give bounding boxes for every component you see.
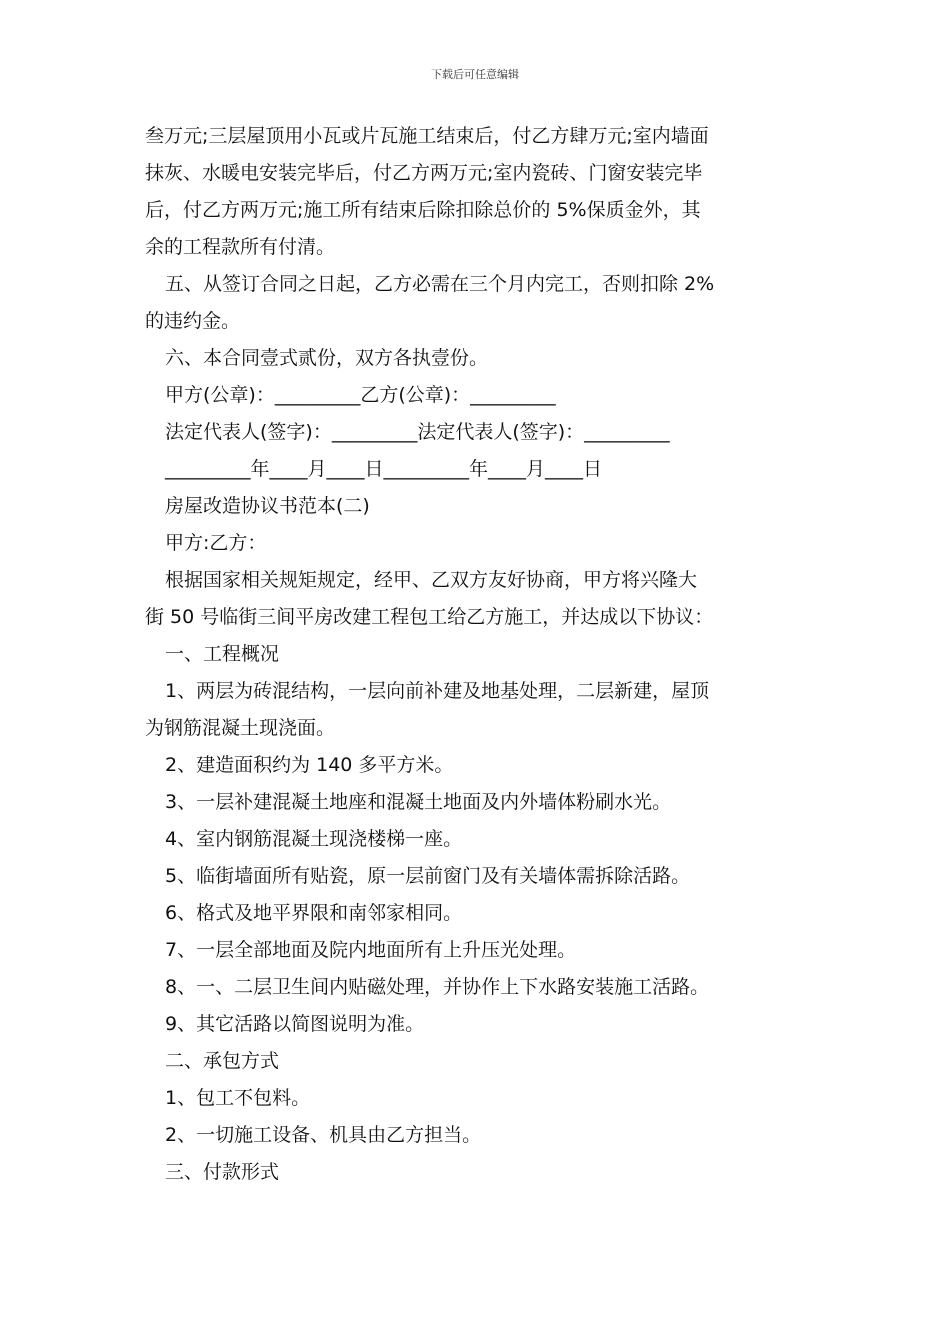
list-item: 6、格式及地平界限和南邻家相同。 — [165, 902, 463, 924]
list-item: 9、其它活路以简图说明为准。 — [165, 1013, 425, 1035]
text-line: 后，付乙方两万元;施工所有结束后除扣除总价的 5%保质金外，其 — [145, 199, 701, 221]
section-title: 房屋改造协议书范本(二) — [165, 495, 370, 517]
date-line: _________年____月____日_________年____月____日 — [165, 458, 603, 480]
list-item: 1、两层为砖混结构，一层向前补建及地基处理，二层新建，屋顶 — [165, 680, 710, 702]
list-item: 5、临街墙面所有贴瓷，原一层前窗门及有关墙体需拆除活路。 — [165, 865, 691, 887]
list-item: 7、一层全部地面及院内地面所有上升压光处理。 — [165, 939, 577, 961]
list-item: 3、一层补建混凝土地座和混凝土地面及内外墙体粉刷水光。 — [165, 791, 672, 813]
document-body — [145, 118, 810, 1191]
signature-line-representative: 法定代表人(签字)：_________法定代表人(签字)：_________ — [165, 421, 670, 443]
text-line: 的违约金。 — [145, 310, 241, 332]
list-item: 1、包工不包料。 — [165, 1087, 311, 1109]
text-line: 六、本合同壹式贰份，双方各执壹份。 — [165, 347, 489, 369]
section-heading: 三、付款形式 — [165, 1161, 280, 1183]
signature-line-seal: 甲方(公章)：_________乙方(公章)：_________ — [165, 384, 556, 406]
text-line: 为钢筋混凝土现浇面。 — [145, 717, 336, 739]
text-line: 抹灰、水暖电安装完毕后，付乙方两万元;室内瓷砖、门窗安装完毕 — [145, 162, 703, 184]
text-line: 余的工程款所有付清。 — [145, 236, 336, 258]
text-line: 街 50 号临街三间平房改建工程包工给乙方施工，并达成以下协议： — [145, 606, 714, 628]
list-item: 2、建造面积约为 140 多平方米。 — [165, 754, 454, 776]
text-line: 五、从签订合同之日起，乙方必需在三个月内完工，否则扣除 2% — [165, 273, 715, 295]
section-heading: 二、承包方式 — [165, 1050, 280, 1072]
parties-line: 甲方:乙方： — [165, 532, 267, 554]
list-item: 4、室内钢筋混凝土现浇楼梯一座。 — [165, 828, 463, 850]
text-line: 叁万元;三层屋顶用小瓦或片瓦施工结束后，付乙方肆万元;室内墙面 — [145, 125, 709, 147]
text-line: 根据国家相关规矩规定，经甲、乙双方友好协商，甲方将兴隆大 — [165, 569, 698, 591]
section-heading: 一、工程概况 — [165, 643, 280, 665]
page-header: 下载后可任意编辑 — [431, 68, 519, 81]
list-item: 8、一、二层卫生间内贴磁处理，并协作上下水路安装施工活路。 — [165, 976, 710, 998]
list-item: 2、一切施工设备、机具由乙方担当。 — [165, 1124, 482, 1146]
